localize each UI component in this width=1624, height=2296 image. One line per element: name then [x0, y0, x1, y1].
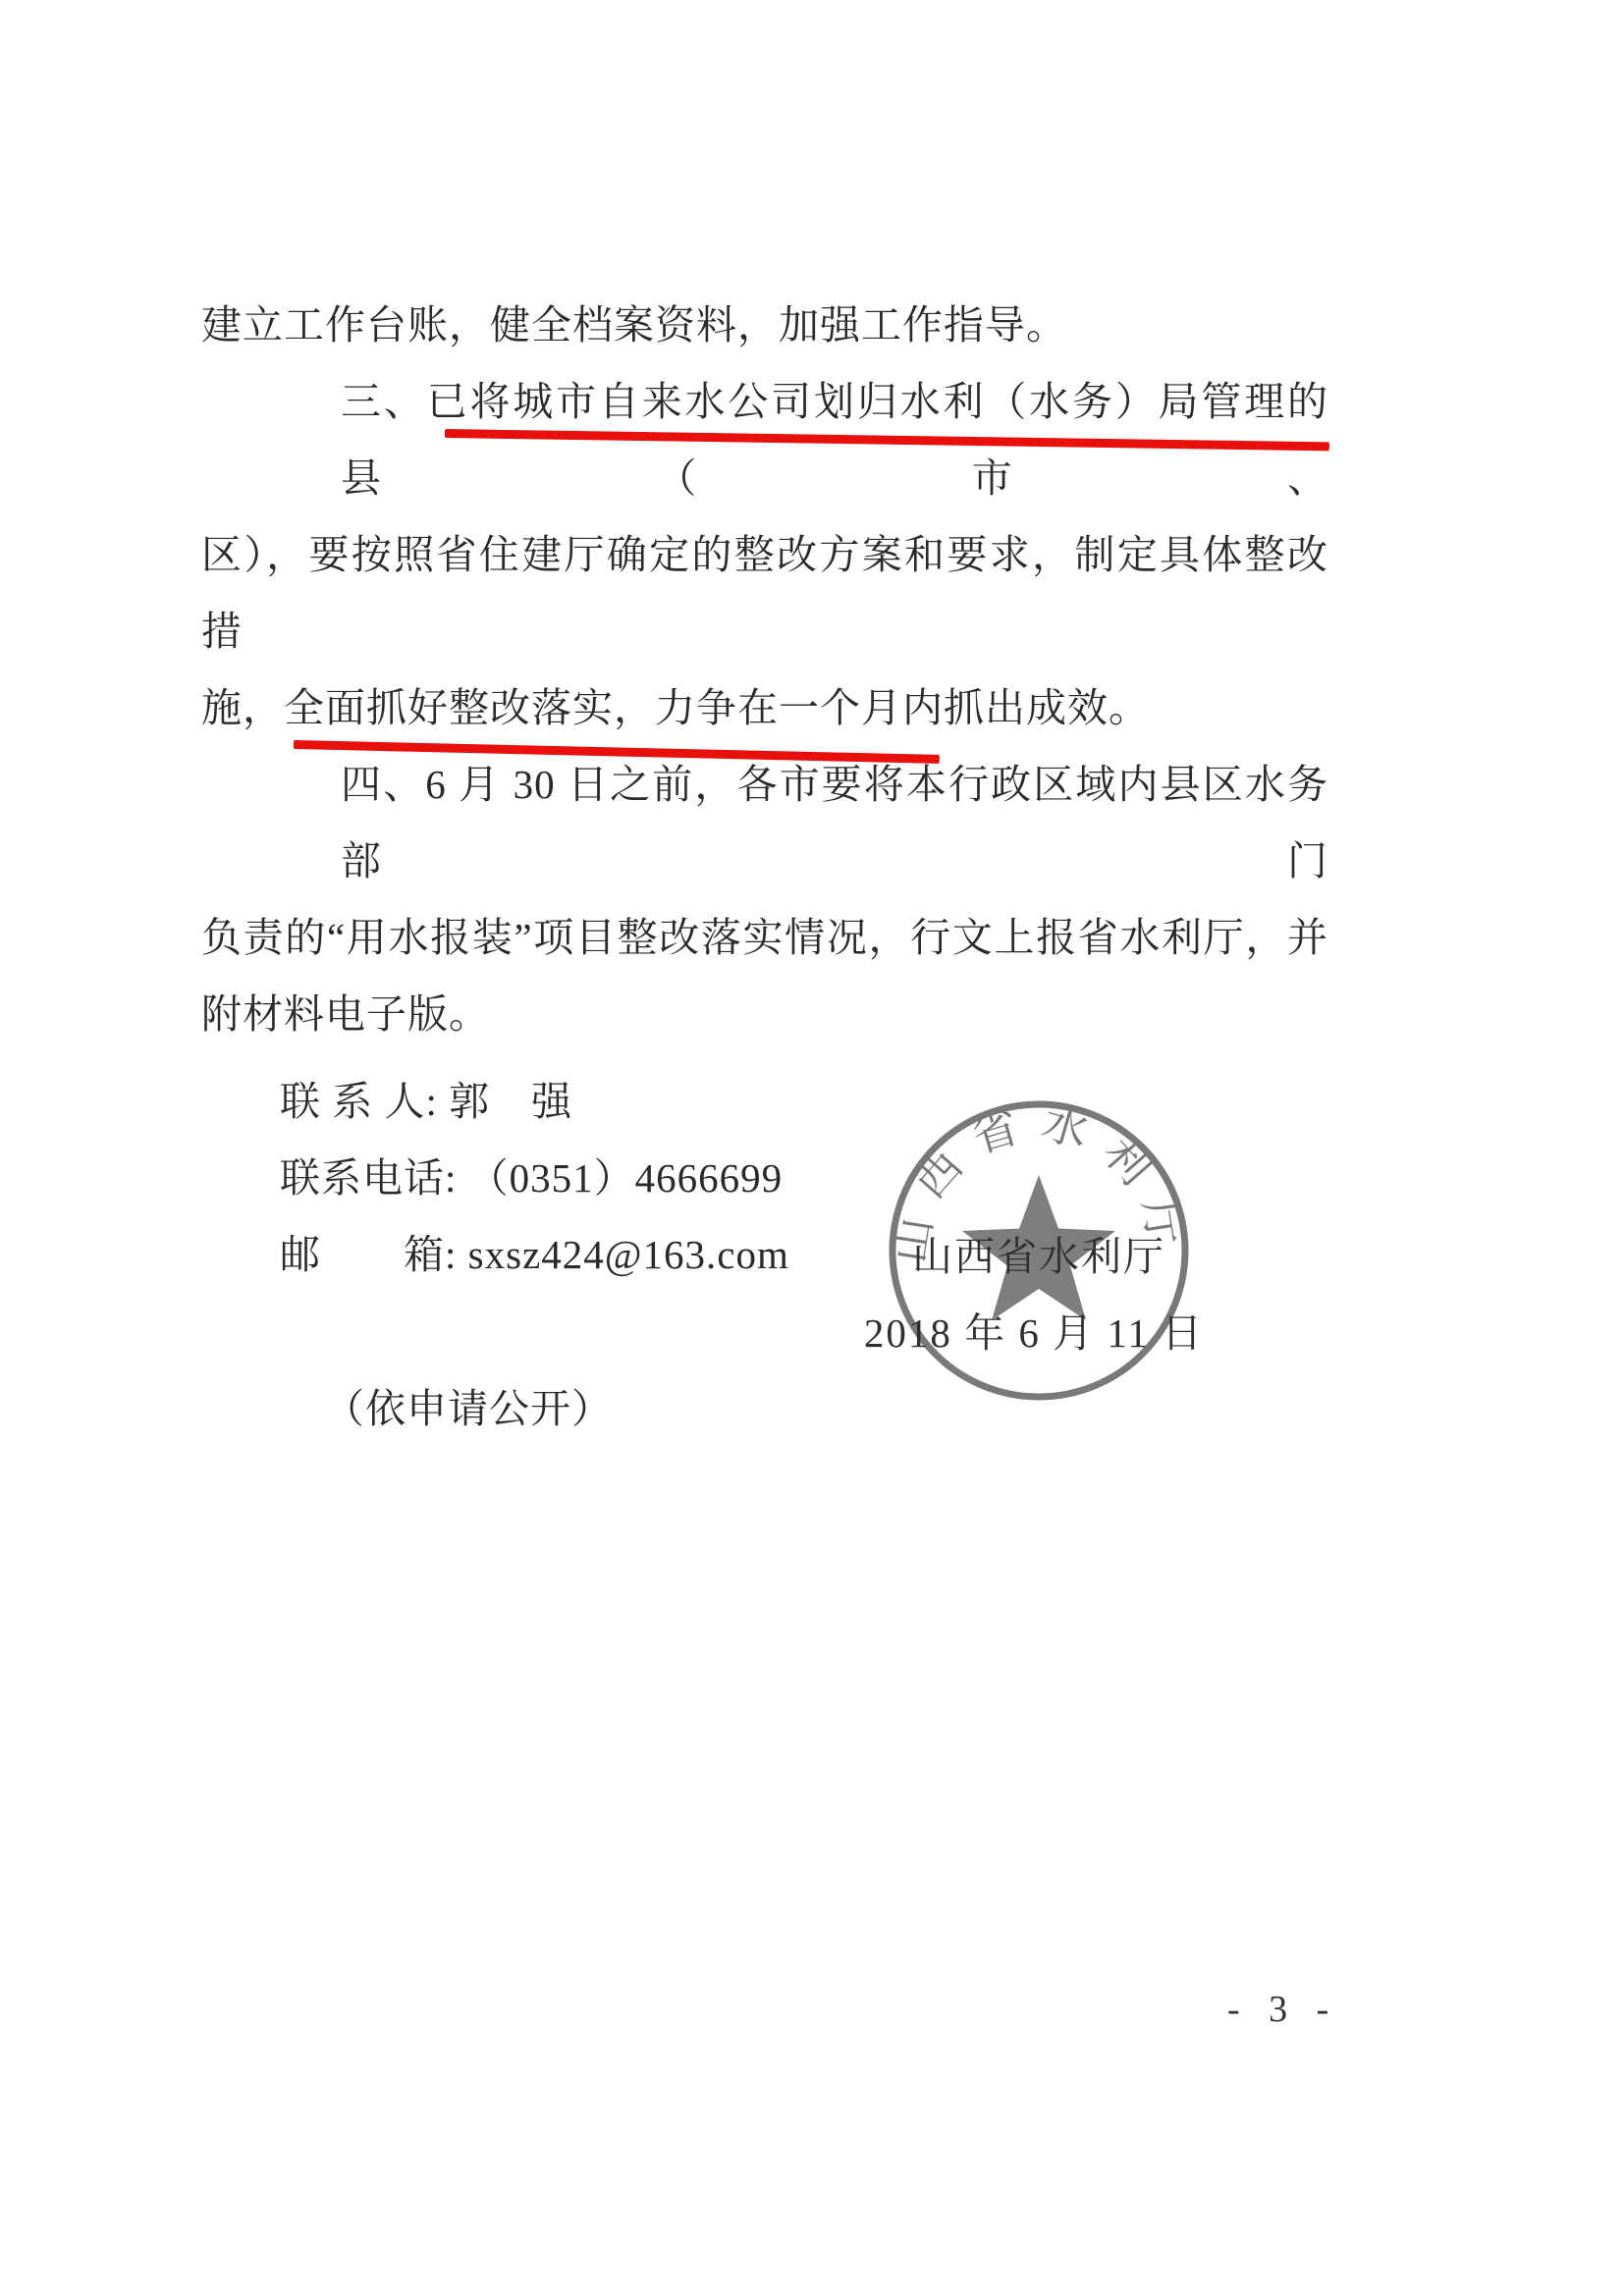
seal-arc-text: 山西省水利厅	[884, 1096, 1194, 1266]
body-line-1: 建立工作台账，健全档案资料，加强工作指导。	[201, 302, 1067, 347]
contact-person-label: 联 系 人:	[280, 1079, 438, 1124]
body-line-4: 施，全面抓好整改落实，力争在一个月内抓出成效。	[201, 685, 1150, 730]
contact-person-value: 郭 强	[449, 1079, 573, 1124]
disclosure-note: （依申请公开）	[324, 1386, 613, 1431]
body-line-2: 三、已将城市自来水公司划归水利（水务）局管理的县（市、	[341, 379, 1328, 501]
contact-phone-label: 联系电话:	[280, 1155, 458, 1201]
body-line-7: 附材料电子版。	[201, 991, 490, 1037]
page-number: - 3 -	[1227, 1989, 1339, 2030]
body-line-3: 区），要按照省住建厅确定的整改方案和要求，制定具体整改措	[201, 532, 1328, 654]
body-line-5: 四、6 月 30 日之前，各市要将本行政区域内县区水务部门	[341, 762, 1328, 883]
body-line-6: 负责的“用水报装”项目整改落实情况，行文上报省水利厅，并	[201, 915, 1328, 960]
contact-email-label: 邮 箱:	[280, 1232, 458, 1277]
contact-phone-value: （0351）4666699	[467, 1155, 784, 1201]
issuer-name: 山西省水利厅	[912, 1234, 1165, 1279]
contact-email-value: sxsz424@163.com	[467, 1232, 789, 1277]
issue-date: 2018 年 6 月 11 日	[863, 1310, 1205, 1356]
